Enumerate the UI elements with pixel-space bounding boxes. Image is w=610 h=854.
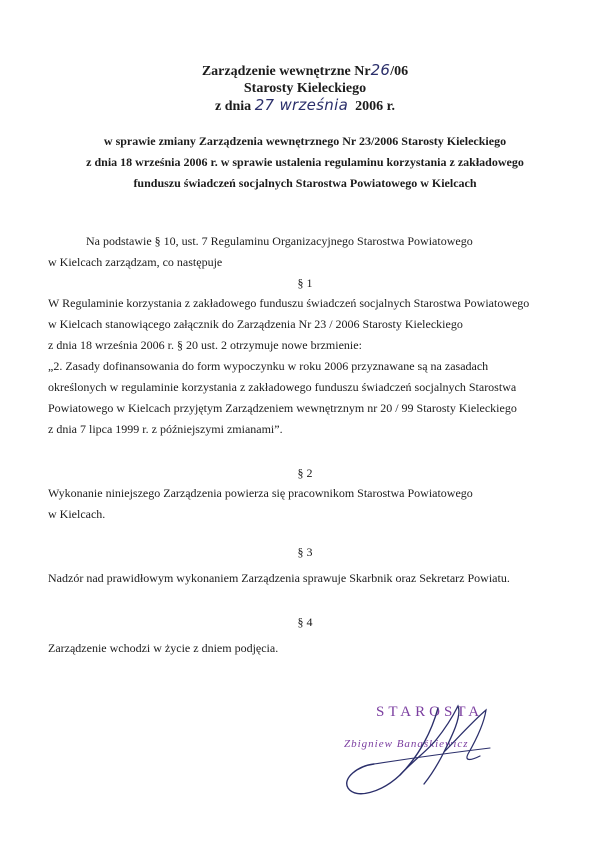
header-line-3-suffix: 2006 r. [355, 99, 395, 114]
document-header [0, 62, 610, 115]
document-subject [40, 131, 570, 194]
section-2-line: Wykonanie niniejszego Zarządzenia powierza się pracownikom Starostwa Powiatowego [48, 486, 473, 500]
preamble-line-1: Na podstawie § 10, ust. 7 Regulaminu Organizacyjnego Starostwa Powiatowego [86, 234, 473, 248]
preamble-line-2: w Kielcach zarządzam, co następuje [48, 255, 223, 269]
section-1-line: Powiatowego w Kielcach przyjętym Zarządzeniem wewnętrznym nr 20 / 99 Starosty Kieleckiego [48, 401, 517, 415]
handwritten-signature [340, 700, 540, 810]
section-1-line: W Regulaminie korzystania z zakładowego funduszu świadczeń socjalnych Starostwa Powiatowego [48, 296, 530, 310]
preamble [48, 231, 578, 273]
section-3-mark: § 3 [297, 545, 313, 559]
handwritten-number: 26 [370, 61, 391, 79]
section-3-body [48, 568, 578, 589]
starosta-stamp [340, 700, 540, 810]
stamp-name: Zbigniew Banaśkiewicz [344, 738, 469, 750]
section-1-body [48, 293, 578, 440]
section-2-mark: § 2 [297, 466, 313, 480]
header-line-2: Starosty Kieleckiego [243, 81, 367, 96]
header-line-1-suffix: /06 [390, 64, 409, 79]
section-1-line: „2. Zasady dofinansowania do form wypoczynku w roku 2006 przyznawane są na zasadach [48, 359, 489, 373]
section-1-line: z dnia 18 września 2006 r. § 20 ust. 2 otrzymuje nowe brzmienie: [48, 338, 362, 352]
section-4-body [48, 638, 578, 659]
section-1-mark: § 1 [297, 276, 313, 290]
section-1-line: z dnia 7 lipca 1999 r. z późniejszymi zmianami”. [48, 422, 283, 436]
subject-line-3: funduszu świadczeń socjalnych Starostwa Powiatowego w Kielcach [133, 176, 477, 190]
handwritten-date: 27 września [254, 96, 349, 114]
section-2-line: w Kielcach. [48, 507, 106, 521]
header-line-3-prefix: z dnia [215, 99, 252, 114]
header-line-1-prefix: Zarządzenie wewnętrzne Nr [201, 64, 371, 79]
section-4-mark: § 4 [297, 615, 313, 629]
section-4-line: Zarządzenie wchodzi w życie z dniem podjęcia. [48, 641, 279, 655]
subject-line-2: z dnia 18 września 2006 r. w sprawie ustalenia regulaminu korzystania z zakładowego [86, 155, 524, 169]
header-line-1 [0, 62, 610, 80]
section-1-line: w Kielcach stanowiącego załącznik do Zarządzenia Nr 23 / 2006 Starosty Kieleckiego [48, 317, 463, 331]
subject-line-1: w sprawie zmiany Zarządzenia wewnętrznego Nr 23/2006 Starosty Kieleckiego [103, 134, 507, 148]
header-line-3 [0, 97, 610, 115]
section-2-body [48, 483, 578, 525]
stamp-title: STAROSTA [376, 704, 484, 720]
section-3-line: Nadzór nad prawidłowym wykonaniem Zarządzenia sprawuje Skarbnik oraz Sekretarz Powiatu. [48, 571, 510, 585]
section-1-line: określonych w regulaminie korzystania z zakładowego funduszu świadczeń socjalnych Starostwa [48, 380, 517, 394]
